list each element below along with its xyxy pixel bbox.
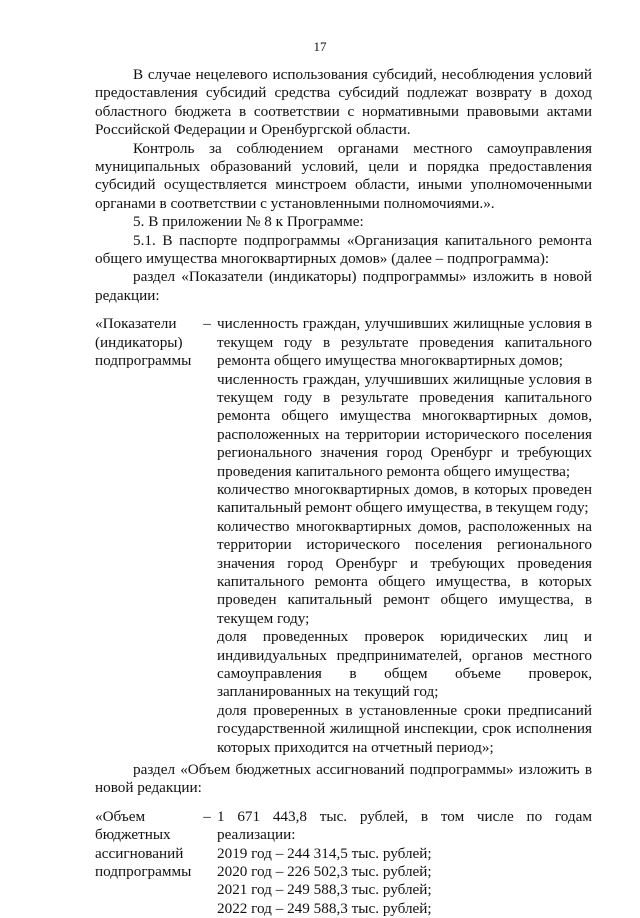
paragraph-subsidy-return: В случае нецелевого использования субсидий, несоблюдения условий предоставления субсидий средства субсидий подлежат возврату в доход областного бюджета в соответствии с нормативными правовыми актами Российской Федерации и Оренбургской области. — [95, 66, 592, 139]
page-number: 17 — [313, 39, 327, 54]
budget-dash: – — [203, 807, 211, 825]
budget-year-line: 2022 год – 249 588,3 тыс. рублей; — [217, 899, 432, 917]
budget-total: 1 671 443,8 тыс. рублей, в том числе по годам реализации: — [217, 807, 592, 844]
budget-year-line: 2019 год – 244 314,5 тыс. рублей; — [217, 844, 432, 862]
budget-list — [217, 808, 592, 918]
indicator-item: доля проверенных в установленные сроки предписаний государственной жилищной инспекции, срок исполнения которых приходится на отчетный период»; — [217, 701, 592, 756]
paragraph-appendix-8: 5. В приложении № 8 к Программе: — [133, 213, 364, 231]
indicator-item: численность граждан, улучшивших жилищные условия в текущем году в результате проведения капитального ремонта общего имущества многоквартирных домов; — [217, 315, 592, 370]
indicators-section — [95, 315, 592, 757]
paragraph-control: Контроль за соблюдением органами местного самоуправления муниципальных образований условий, цели и порядка предоставления субсидий осуществляется минстроем области, иными уполномоченными органами в соответствии с установленными полномочиями.». — [95, 139, 592, 212]
indicators-list — [217, 315, 592, 757]
document-body — [95, 66, 592, 918]
indicators-dash: – — [203, 315, 211, 333]
indicator-item: доля проведенных проверок юридических лиц и индивидуальных предпринимателей, органов местного самоуправления в общем объеме проверок, запланированных на текущий год; — [217, 628, 592, 701]
budget-year-line: 2020 год – 226 502,3 тыс. рублей; — [217, 863, 432, 881]
paragraph-indicators-intro: раздел «Показатели (индикаторы) подпрограммы» изложить в новой редакции: — [95, 268, 592, 304]
indicator-item: количество многоквартирных домов, расположенных на территории исторического поселения регионального значения город Оренбург и требующих проведения капитального ремонта общего имущества, в которых проведен капитальный ремонт общего имущества, в текущем году; — [217, 517, 592, 627]
budget-label: «Объем бюджетных ассигнований подпрограммы — [95, 807, 192, 881]
paragraph-budget-intro: раздел «Объем бюджетных ассигнований подпрограммы» изложить в новой редакции: — [95, 761, 592, 797]
budget-year-line: 2021 год – 249 588,3 тыс. рублей; — [217, 881, 432, 899]
indicator-item: численность граждан, улучшивших жилищные условия в текущем году в результате проведения капитального ремонта общего имущества многоквартирных домов, расположенных на территории исторического поселения регионального значения город Оренбург и требующих проведения капитального ремонта общего имущества; — [217, 370, 592, 480]
budget-section — [95, 808, 592, 918]
indicator-item: количество многоквартирных домов, в которых проведен капитальный ремонт общего имущества, в текущем году; — [217, 480, 592, 517]
indicators-label: «Показатели (индикаторы) подпрограммы — [95, 315, 192, 370]
paragraph-5-1: 5.1. В паспорте подпрограммы «Организация капитального ремонта общего имущества многоквартирных домов» (далее – подпрограмма): — [95, 231, 592, 268]
